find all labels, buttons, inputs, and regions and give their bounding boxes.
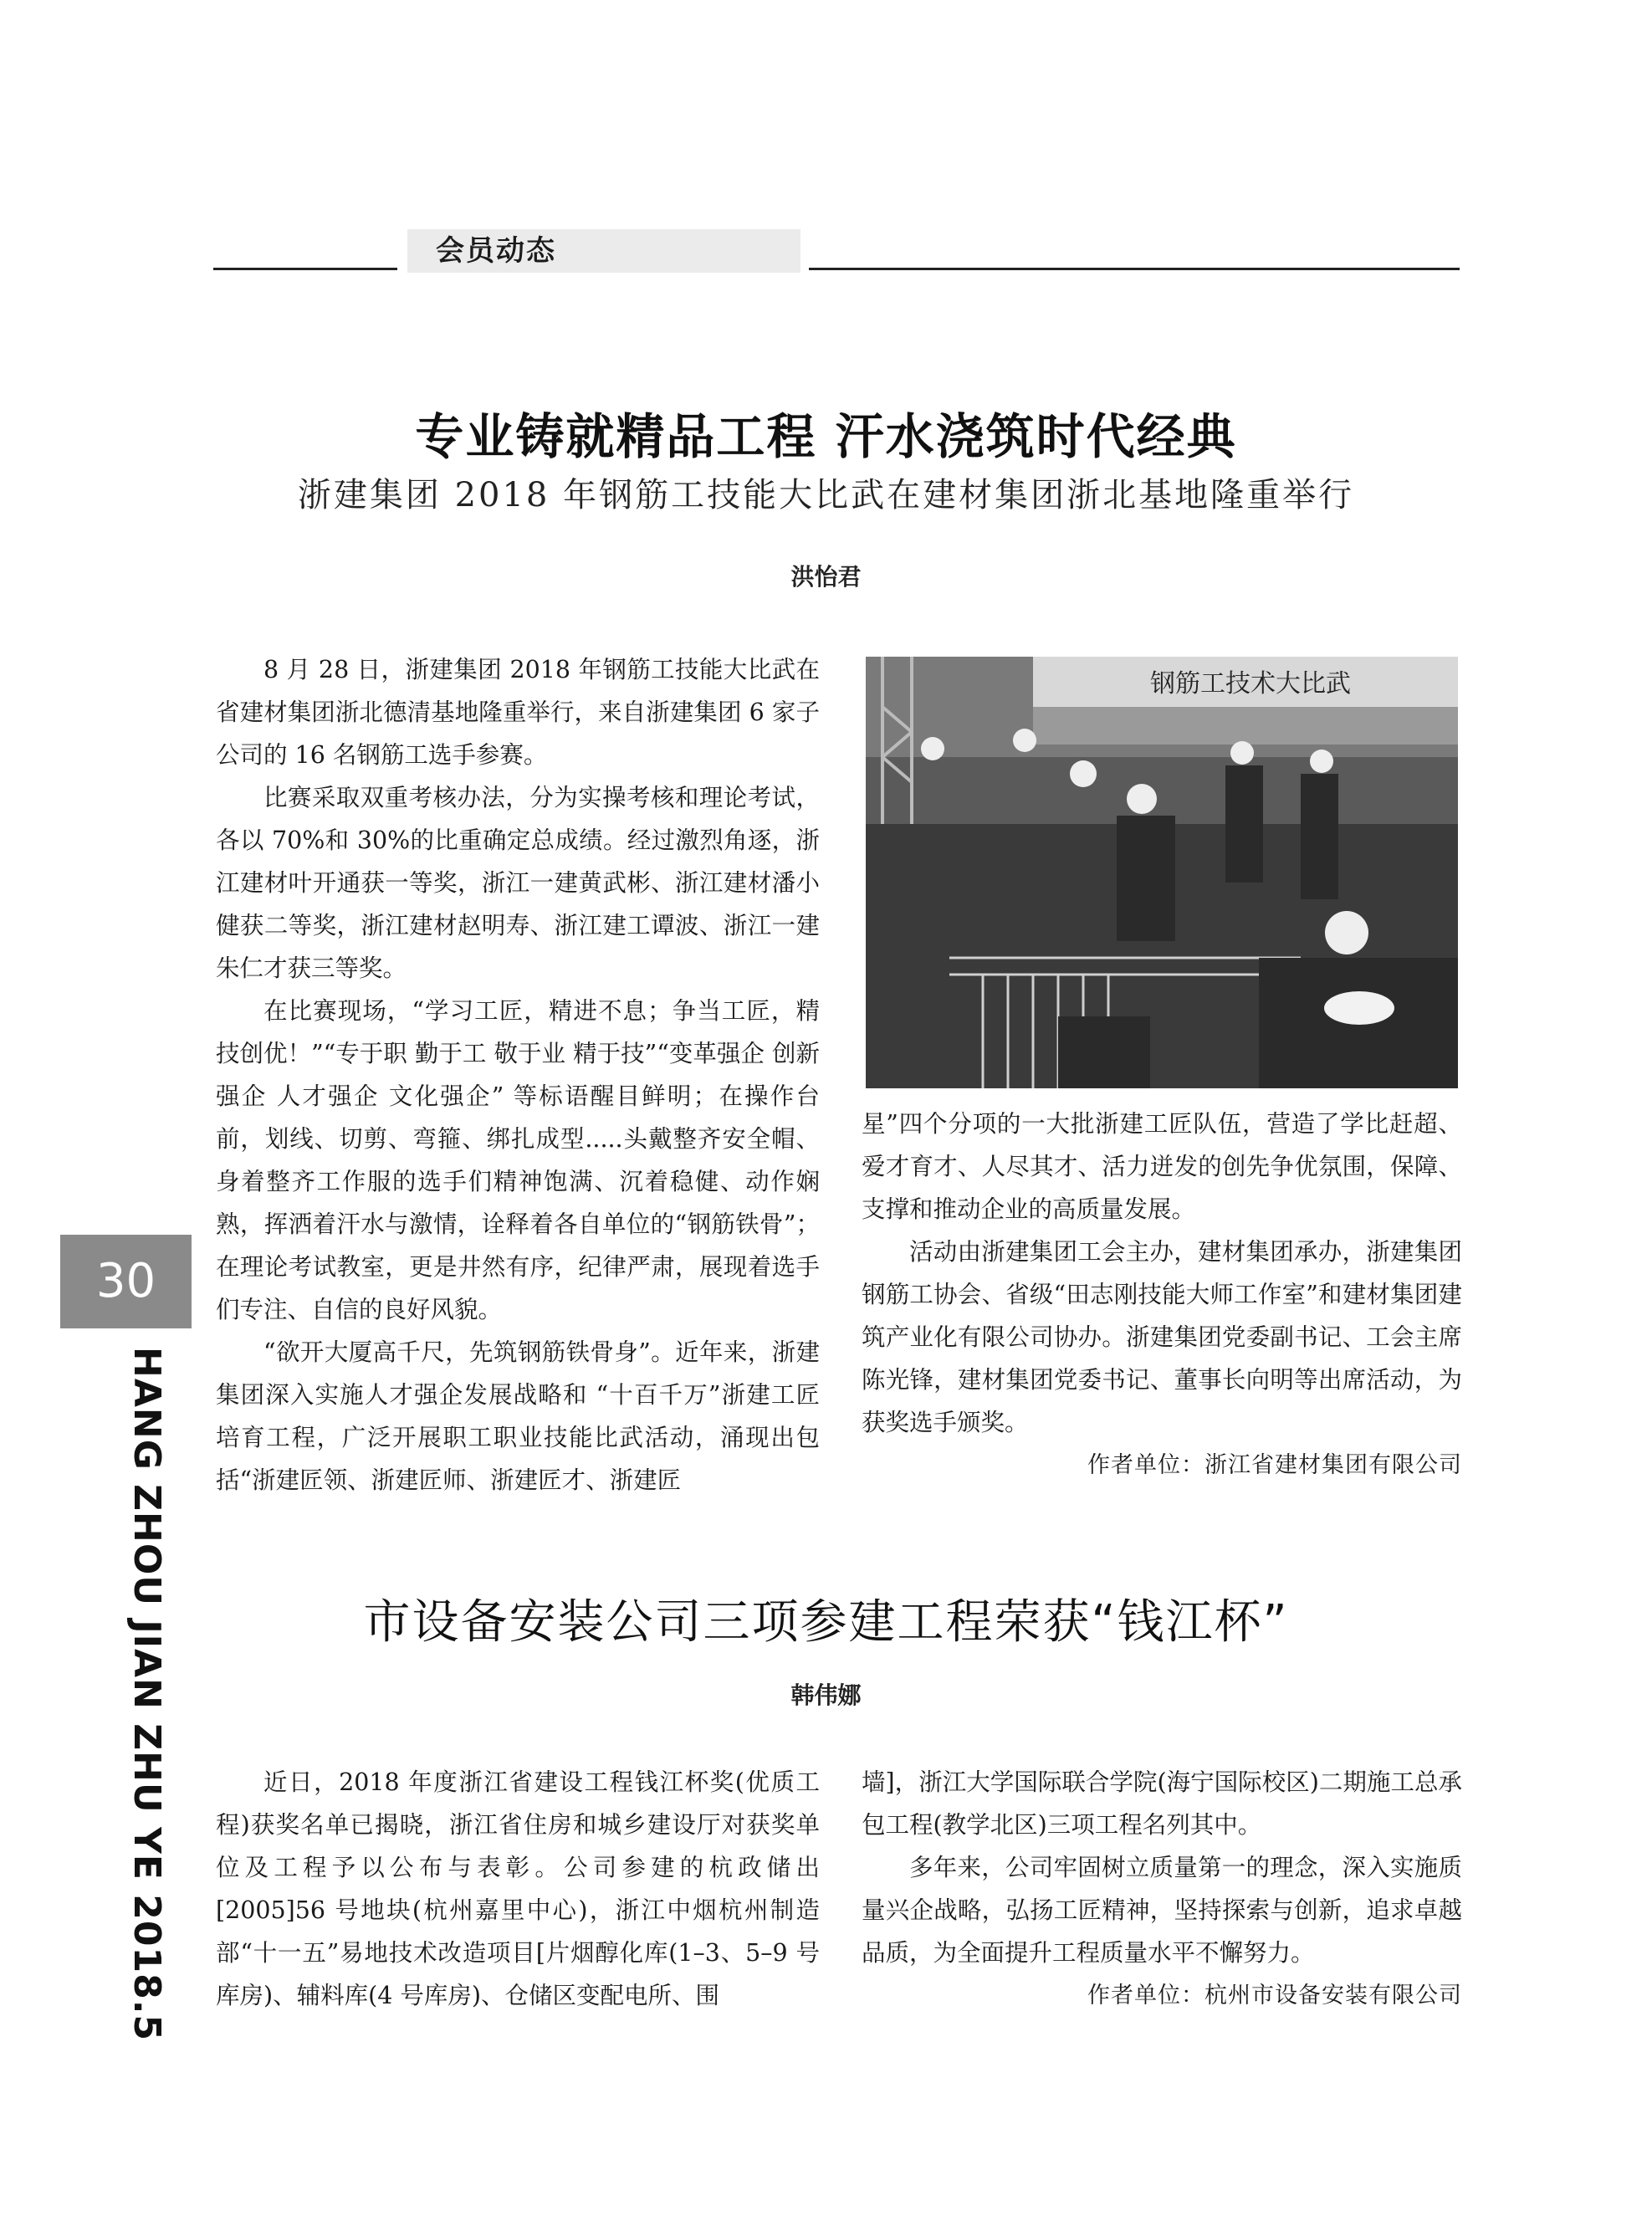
article1-paragraph: 星”四个分项的一大批浙建工匠队伍，营造了学比赶超、爱才育才、人尽其才、活力迸发的创先争优氛围，保障、支撑和推动企业的高质量发展。 [862, 1110, 1462, 1223]
article1-right-column [862, 1103, 1462, 1487]
article2-right-column [862, 1761, 1462, 2017]
running-title [125, 1347, 176, 2042]
article1-paragraph: 在比赛现场，“学习工匠，精进不息；争当工匠，精技创优！”“专于职 勤于工 敬于业 精于技”“变革强企 创新强企 人才强企 文化强企” 等标语醒目鲜明；在操作台前，划线、切剪、弯箍、绑扎成型.....头戴整齐安全帽、身着整齐工作服的选手们精神饱满、沉着稳健、动作娴熟，挥洒着汗水与激情，诠释着各自单位的“钢筋铁骨”；在理论考试教室，更是井然有序，纪律严肃，展现着选手们专注、自信的良好风貌。 [216, 997, 820, 1323]
article1-title: 专业铸就精品工程 汗水浇筑时代经典 [415, 408, 1237, 465]
article1-affiliation: 作者单位：浙江省建材集团有限公司 [1087, 1452, 1462, 1478]
running-title-text: HANG ZHOU JIAN ZHU YE 2018.5 [125, 1347, 168, 2042]
article1-paragraph: 比赛采取双重考核办法，分为实操考核和理论考试，各以 70%和 30%的比重确定总成绩。经过激烈角逐，浙江建材叶开通获一等奖，浙江一建黄武彬、浙江建材潘小健获二等奖，浙江建材赵明寿、浙江建工谭波、浙江一建朱仁才获三等奖。 [216, 784, 820, 982]
article2-paragraph: 近日，2018 年度浙江省建设工程钱江杯奖(优质工程)获奖名单已揭晓，浙江省住房和城乡建设厅对获奖单位及工程予以公布与表彰。公司参建的杭政储出[2005]56 号地块(杭州嘉里中心)，浙江中烟杭州制造部“十一五”易地技术改造项目[片烟醇化库(1–3、5–9 号库房)、辅料库(4 号库房)、仓储区变配电所、围 [216, 1768, 820, 2009]
article1-paragraph: 活动由浙建集团工会主办，建材集团承办，浙建集团钢筋工协会、省级“田志刚技能大师工作室”和建材集团建筑产业化有限公司协办。浙建集团党委副书记、工会主席陈光锋，建材集团党委书记、董事长向明等出席活动，为获奖选手颁奖。 [862, 1238, 1462, 1436]
article2-affiliation: 作者单位：杭州市设备安装有限公司 [1087, 1983, 1462, 2009]
article1-paragraph: 8 月 28 日，浙建集团 2018 年钢筋工技能大比武在省建材集团浙北德清基地隆重举行，来自浙建集团 6 家子公司的 16 名钢筋工选手参赛。 [216, 656, 820, 769]
article2-author: 韩伟娜 [790, 1681, 862, 1709]
photo-banner-text: 钢筋工技术大比武 [1150, 669, 1351, 699]
article2-left-column [216, 1761, 820, 2017]
section-label: 会员动态 [407, 229, 800, 273]
page-number: 30 [60, 1235, 192, 1328]
article1-paragraph: “欲开大厦高千尺，先筑钢筋铁骨身”。近年来，浙建集团深入实施人才强企发展战略和 “十百千万”浙建工匠培育工程，广泛开展职工职业技能比武活动，涌现出包括“浙建匠领、浙建匠师、浙建匠才、浙建匠 [216, 1338, 820, 1494]
article1-left-column [216, 648, 820, 1502]
article2-title: 市设备安装公司三项参建工程荣获“钱江杯” [363, 1595, 1289, 1650]
article1-subtitle: 浙建集团 2018 年钢筋工技能大比武在建材集团浙北基地隆重举行 [297, 476, 1355, 514]
competition-photo-illustration [866, 657, 1458, 1088]
article2-paragraph: 多年来，公司牢固树立质量第一的理念，深入实施质量兴企战略，弘扬工匠精神，坚持探索与创新，追求卓越品质，为全面提升工程质量水平不懈努力。 [862, 1854, 1462, 1967]
article2-paragraph: 墙]，浙江大学国际联合学院(海宁国际校区)二期施工总承包工程(教学北区)三项工程名列其中。 [862, 1768, 1462, 1839]
section-header [213, 224, 1460, 274]
header-rule-left [213, 268, 397, 270]
header-rule-right [809, 268, 1460, 270]
article1-author: 洪怡君 [790, 563, 862, 591]
competition-photo [866, 657, 1458, 1088]
